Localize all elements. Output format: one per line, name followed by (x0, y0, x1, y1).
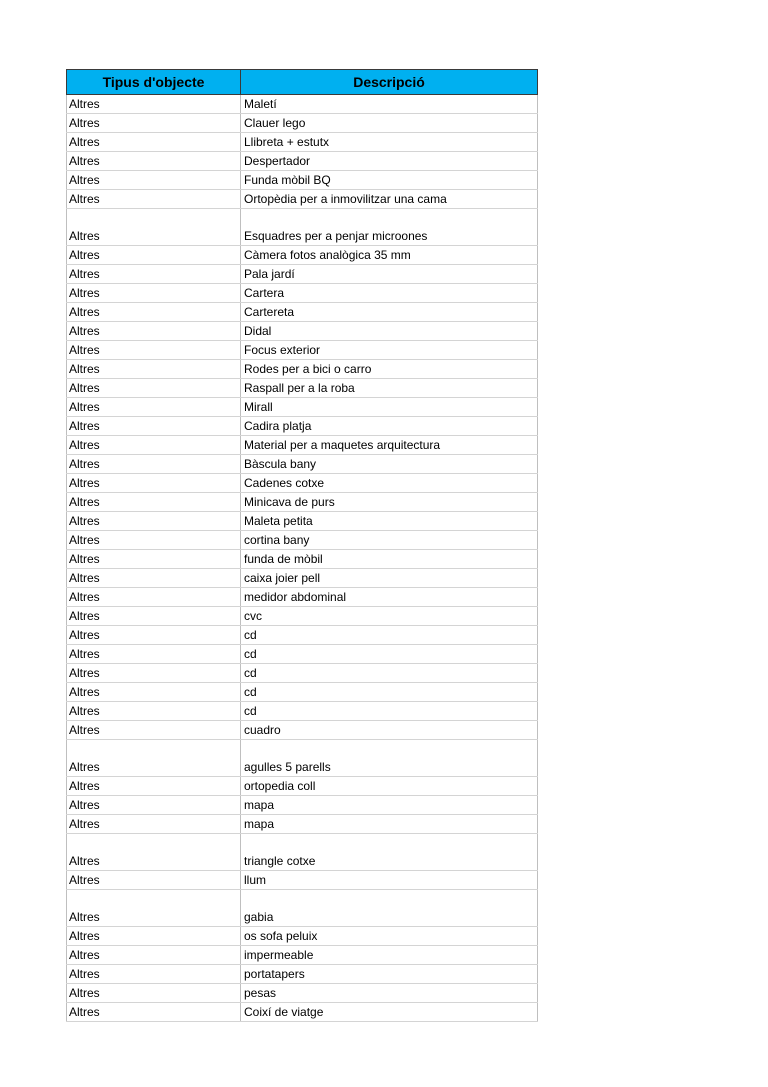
table-row (67, 626, 538, 645)
cell-description: Llibreta + estutx (241, 133, 538, 152)
cell-description: Maletí (241, 95, 538, 114)
cell-description: Pala jardí (241, 265, 538, 284)
cell-object-type: Altres (67, 265, 241, 284)
cell-object-type: Altres (67, 550, 241, 569)
cell-object-type: Altres (67, 796, 241, 815)
table-row (67, 303, 538, 322)
table-body (67, 95, 538, 1022)
cell-description: Cadira platja (241, 417, 538, 436)
table-row (67, 683, 538, 702)
table-row (67, 702, 538, 721)
table-row (67, 815, 538, 834)
cell-object-type: Altres (67, 417, 241, 436)
cell-object-type: Altres (67, 455, 241, 474)
cell-object-type: Altres (67, 834, 241, 871)
cell-description: mapa (241, 796, 538, 815)
cell-description: Minicava de purs (241, 493, 538, 512)
cell-object-type: Altres (67, 890, 241, 927)
cell-description: Clauer lego (241, 114, 538, 133)
cell-object-type: Altres (67, 721, 241, 740)
cell-description: Mirall (241, 398, 538, 417)
cell-object-type: Altres (67, 871, 241, 890)
cell-description: triangle cotxe (241, 834, 538, 871)
cell-object-type: Altres (67, 379, 241, 398)
table-row (67, 721, 538, 740)
table-row (67, 322, 538, 341)
cell-description: pesas (241, 984, 538, 1003)
cell-object-type: Altres (67, 152, 241, 171)
header-description: Descripció (241, 70, 538, 95)
cell-description: os sofa peluix (241, 927, 538, 946)
cell-description: Ortopèdia per a inmovilitzar una cama (241, 190, 538, 209)
cell-description: Cartera (241, 284, 538, 303)
cell-object-type: Altres (67, 626, 241, 645)
table-row (67, 436, 538, 455)
cell-object-type: Altres (67, 984, 241, 1003)
cell-object-type: Altres (67, 360, 241, 379)
table-row (67, 341, 538, 360)
cell-description: Focus exterior (241, 341, 538, 360)
cell-description: llum (241, 871, 538, 890)
cell-description: Raspall per a la roba (241, 379, 538, 398)
cell-description: portatapers (241, 965, 538, 984)
cell-description: medidor abdominal (241, 588, 538, 607)
cell-description: funda de mòbil (241, 550, 538, 569)
cell-object-type: Altres (67, 607, 241, 626)
cell-object-type: Altres (67, 946, 241, 965)
cell-object-type: Altres (67, 965, 241, 984)
cell-object-type: Altres (67, 569, 241, 588)
cell-description: Maleta petita (241, 512, 538, 531)
cell-description: Didal (241, 322, 538, 341)
cell-object-type: Altres (67, 303, 241, 322)
cell-object-type: Altres (67, 95, 241, 114)
cell-description: Càmera fotos analògica 35 mm (241, 246, 538, 265)
table-row (67, 740, 538, 777)
objects-table (66, 69, 538, 1022)
cell-object-type: Altres (67, 1003, 241, 1022)
header-object-type: Tipus d'objecte (67, 70, 241, 95)
cell-object-type: Altres (67, 777, 241, 796)
table-row (67, 398, 538, 417)
table-row (67, 152, 538, 171)
cell-description: cuadro (241, 721, 538, 740)
cell-description: Cartereta (241, 303, 538, 322)
cell-description: mapa (241, 815, 538, 834)
table-row (67, 588, 538, 607)
table-row (67, 796, 538, 815)
table-row (67, 645, 538, 664)
cell-object-type: Altres (67, 133, 241, 152)
cell-object-type: Altres (67, 341, 241, 360)
cell-object-type: Altres (67, 246, 241, 265)
table-row (67, 379, 538, 398)
cell-description: caixa joier pell (241, 569, 538, 588)
table-row (67, 493, 538, 512)
cell-description: cd (241, 702, 538, 721)
cell-object-type: Altres (67, 190, 241, 209)
cell-description: cortina bany (241, 531, 538, 550)
cell-object-type: Altres (67, 531, 241, 550)
table-row (67, 890, 538, 927)
cell-object-type: Altres (67, 740, 241, 777)
cell-object-type: Altres (67, 114, 241, 133)
cell-object-type: Altres (67, 702, 241, 721)
table-row (67, 171, 538, 190)
cell-description: agulles 5 parells (241, 740, 538, 777)
cell-description: Rodes per a bici o carro (241, 360, 538, 379)
table-row (67, 455, 538, 474)
table-row (67, 777, 538, 796)
table-row (67, 550, 538, 569)
cell-description: Esquadres per a penjar microones (241, 209, 538, 246)
table-row (67, 946, 538, 965)
cell-description: Material per a maquetes arquitectura (241, 436, 538, 455)
cell-description: Funda mòbil BQ (241, 171, 538, 190)
cell-object-type: Altres (67, 171, 241, 190)
cell-description: Cadenes cotxe (241, 474, 538, 493)
table-row (67, 607, 538, 626)
spreadsheet (66, 69, 537, 1022)
cell-object-type: Altres (67, 815, 241, 834)
table-row (67, 265, 538, 284)
cell-object-type: Altres (67, 474, 241, 493)
cell-description: cd (241, 683, 538, 702)
cell-description: ortopedia coll (241, 777, 538, 796)
table-row (67, 871, 538, 890)
table-row (67, 246, 538, 265)
cell-object-type: Altres (67, 209, 241, 246)
cell-object-type: Altres (67, 512, 241, 531)
table-row (67, 569, 538, 588)
cell-object-type: Altres (67, 493, 241, 512)
table-row (67, 664, 538, 683)
cell-object-type: Altres (67, 398, 241, 417)
header-row (67, 70, 538, 95)
cell-object-type: Altres (67, 322, 241, 341)
table-row (67, 417, 538, 436)
cell-object-type: Altres (67, 588, 241, 607)
table-row (67, 965, 538, 984)
cell-description: Coixí de viatge (241, 1003, 538, 1022)
cell-description: gabia (241, 890, 538, 927)
cell-description: Bàscula bany (241, 455, 538, 474)
table-row (67, 927, 538, 946)
cell-description: cd (241, 664, 538, 683)
table-row (67, 133, 538, 152)
cell-description: impermeable (241, 946, 538, 965)
cell-object-type: Altres (67, 284, 241, 303)
table-row (67, 114, 538, 133)
cell-object-type: Altres (67, 927, 241, 946)
table-row (67, 209, 538, 246)
cell-description: Despertador (241, 152, 538, 171)
cell-object-type: Altres (67, 436, 241, 455)
cell-description: cd (241, 645, 538, 664)
cell-object-type: Altres (67, 664, 241, 683)
table-row (67, 531, 538, 550)
cell-description: cvc (241, 607, 538, 626)
cell-description: cd (241, 626, 538, 645)
table-row (67, 512, 538, 531)
cell-object-type: Altres (67, 645, 241, 664)
table-row (67, 95, 538, 114)
table-row (67, 284, 538, 303)
table-row (67, 1003, 538, 1022)
table-row (67, 190, 538, 209)
table-row (67, 984, 538, 1003)
table-row (67, 474, 538, 493)
table-row (67, 360, 538, 379)
cell-object-type: Altres (67, 683, 241, 702)
table-row (67, 834, 538, 871)
